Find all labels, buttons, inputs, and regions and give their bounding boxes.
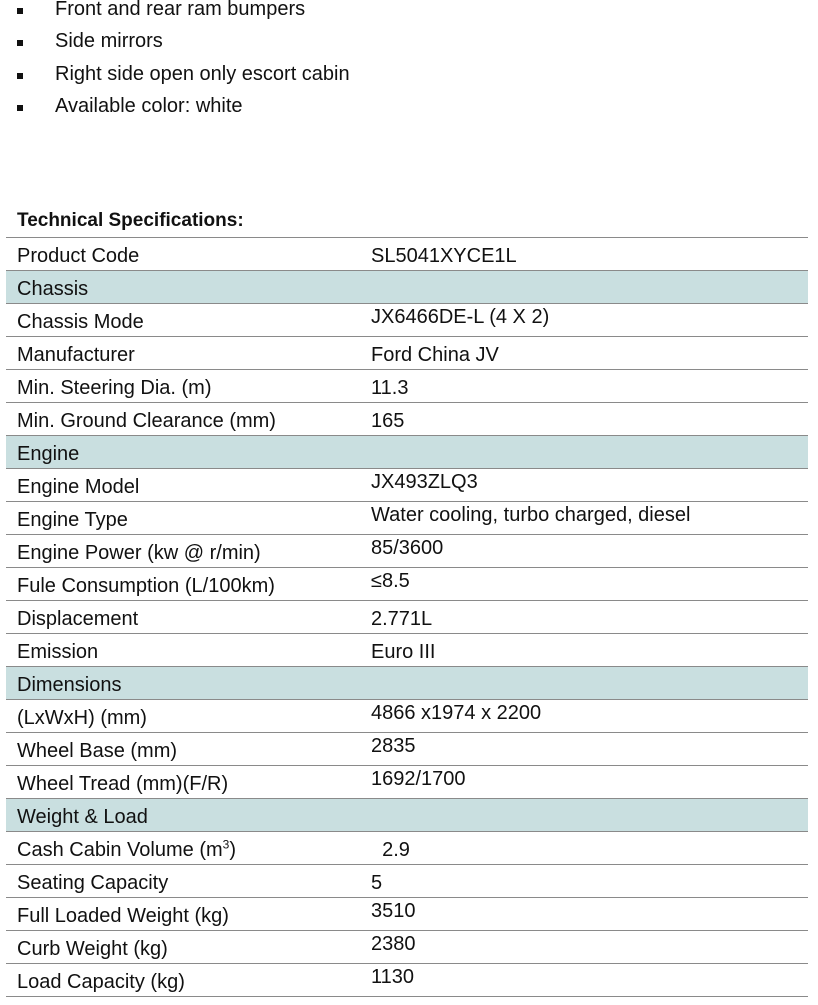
spec-row (6, 336, 808, 369)
spec-label-text: Load Capacity (kg) (17, 971, 185, 993)
spec-label-text: Manufacturer (17, 344, 135, 366)
spec-row (6, 930, 808, 963)
spec-value: ≤8.5 (371, 570, 410, 592)
spec-value: 5 (371, 872, 383, 894)
spec-row (6, 699, 808, 732)
section-title: Chassis (17, 278, 89, 300)
spec-label (17, 339, 135, 371)
section-title: Dimensions (17, 674, 122, 696)
spec-row (6, 501, 808, 534)
spec-value: Euro III (371, 641, 436, 663)
spec-value: 2.9 (371, 839, 410, 861)
spec-label-text: Emission (17, 641, 99, 663)
spec-row (6, 765, 808, 798)
spec-label-text: Cash Cabin Volume (m (17, 839, 223, 861)
spec-table (6, 237, 808, 997)
spec-label-text: Engine Model (17, 476, 140, 498)
spec-row (6, 732, 808, 765)
spec-label (17, 405, 276, 437)
spec-label-text: (LxWxH) (mm) (17, 707, 147, 729)
spec-label (17, 240, 139, 272)
spec-label-text: Chassis Mode (17, 311, 144, 333)
spec-value: Ford China JV (371, 344, 499, 366)
spec-label (17, 966, 185, 998)
bullet-square-icon (17, 73, 23, 79)
section-header-row (6, 666, 808, 699)
spec-label (17, 603, 138, 635)
spec-value: 1130 (371, 966, 415, 988)
section-header-row (6, 798, 808, 831)
section-header-row (6, 435, 808, 468)
spec-label-text: Wheel Base (mm) (17, 740, 178, 762)
bullet-square-icon (17, 40, 23, 46)
superscript: 3 (222, 837, 230, 852)
spec-value: JX6466DE-L (4 X 2) (371, 306, 550, 328)
spec-value: 3510 (371, 900, 416, 922)
spec-value: 165 (371, 410, 405, 432)
spec-label-text: Fule Consumption (L/100km) (17, 575, 275, 597)
spec-label-text: Min. Ground Clearance (mm) (17, 410, 276, 432)
section-title: Weight & Load (17, 806, 148, 828)
spec-row (6, 468, 808, 501)
spec-label (17, 306, 144, 338)
spec-label (17, 504, 128, 536)
spec-row (6, 897, 808, 930)
spec-label (17, 834, 236, 866)
spec-label (17, 933, 168, 965)
spec-label-text: Min. Steering Dia. (m) (17, 377, 212, 399)
spec-label-text: Seating Capacity (17, 872, 169, 894)
spec-label (17, 702, 147, 734)
spec-row (6, 303, 808, 336)
spec-label-end: ) (229, 839, 237, 861)
spec-row (6, 369, 808, 402)
spec-label-text: Engine Type (17, 509, 128, 531)
spec-row (6, 633, 808, 666)
spec-value: 85/3600 (371, 537, 444, 559)
spec-value: SL5041XYCE1L (371, 245, 517, 267)
spec-label-text: Product Code (17, 245, 140, 267)
spec-title: Technical Specifications: (17, 210, 244, 231)
feature-text: Right side open only escort cabin (55, 63, 350, 85)
bullet-square-icon (17, 8, 23, 14)
spec-label-text: Wheel Tread (mm)(F/R) (17, 773, 229, 795)
spec-row (6, 534, 808, 567)
spec-label-text: Full Loaded Weight (kg) (17, 905, 229, 927)
spec-label (17, 636, 98, 668)
spec-value: JX493ZLQ3 (371, 471, 478, 493)
spec-value: 2835 (371, 735, 416, 757)
spec-row (6, 237, 808, 270)
feature-text: Available color: white (55, 95, 243, 117)
spec-label-text: Displacement (17, 608, 139, 630)
spec-value: 4866 x1974 x 2200 (371, 702, 542, 724)
spec-label (17, 768, 228, 800)
spec-label (17, 372, 212, 404)
feature-text: Side mirrors (55, 30, 163, 52)
spec-label (17, 570, 275, 602)
spec-value: 2380 (371, 933, 416, 955)
spec-row (6, 864, 808, 897)
spec-row (6, 402, 808, 435)
spec-row (6, 963, 808, 997)
spec-label-text: Curb Weight (kg) (17, 938, 168, 960)
spec-value: 2.771L (371, 608, 433, 630)
bullet-square-icon (17, 105, 23, 111)
spec-label (17, 471, 139, 503)
spec-value: 1692/1700 (371, 768, 466, 790)
section-title: Engine (17, 443, 80, 465)
spec-label (17, 900, 229, 932)
spec-row (6, 600, 808, 633)
spec-label (17, 735, 177, 767)
section-header-row (6, 270, 808, 303)
spec-value: 11.3 (371, 377, 409, 399)
spec-label (17, 537, 261, 569)
spec-value: Water cooling, turbo charged, diesel (371, 504, 691, 526)
spec-label (17, 867, 168, 899)
spec-row (6, 831, 808, 864)
feature-text: Front and rear ram bumpers (55, 0, 306, 20)
spec-label-text: Engine Power (kw @ r/min) (17, 542, 261, 564)
spec-row (6, 567, 808, 600)
